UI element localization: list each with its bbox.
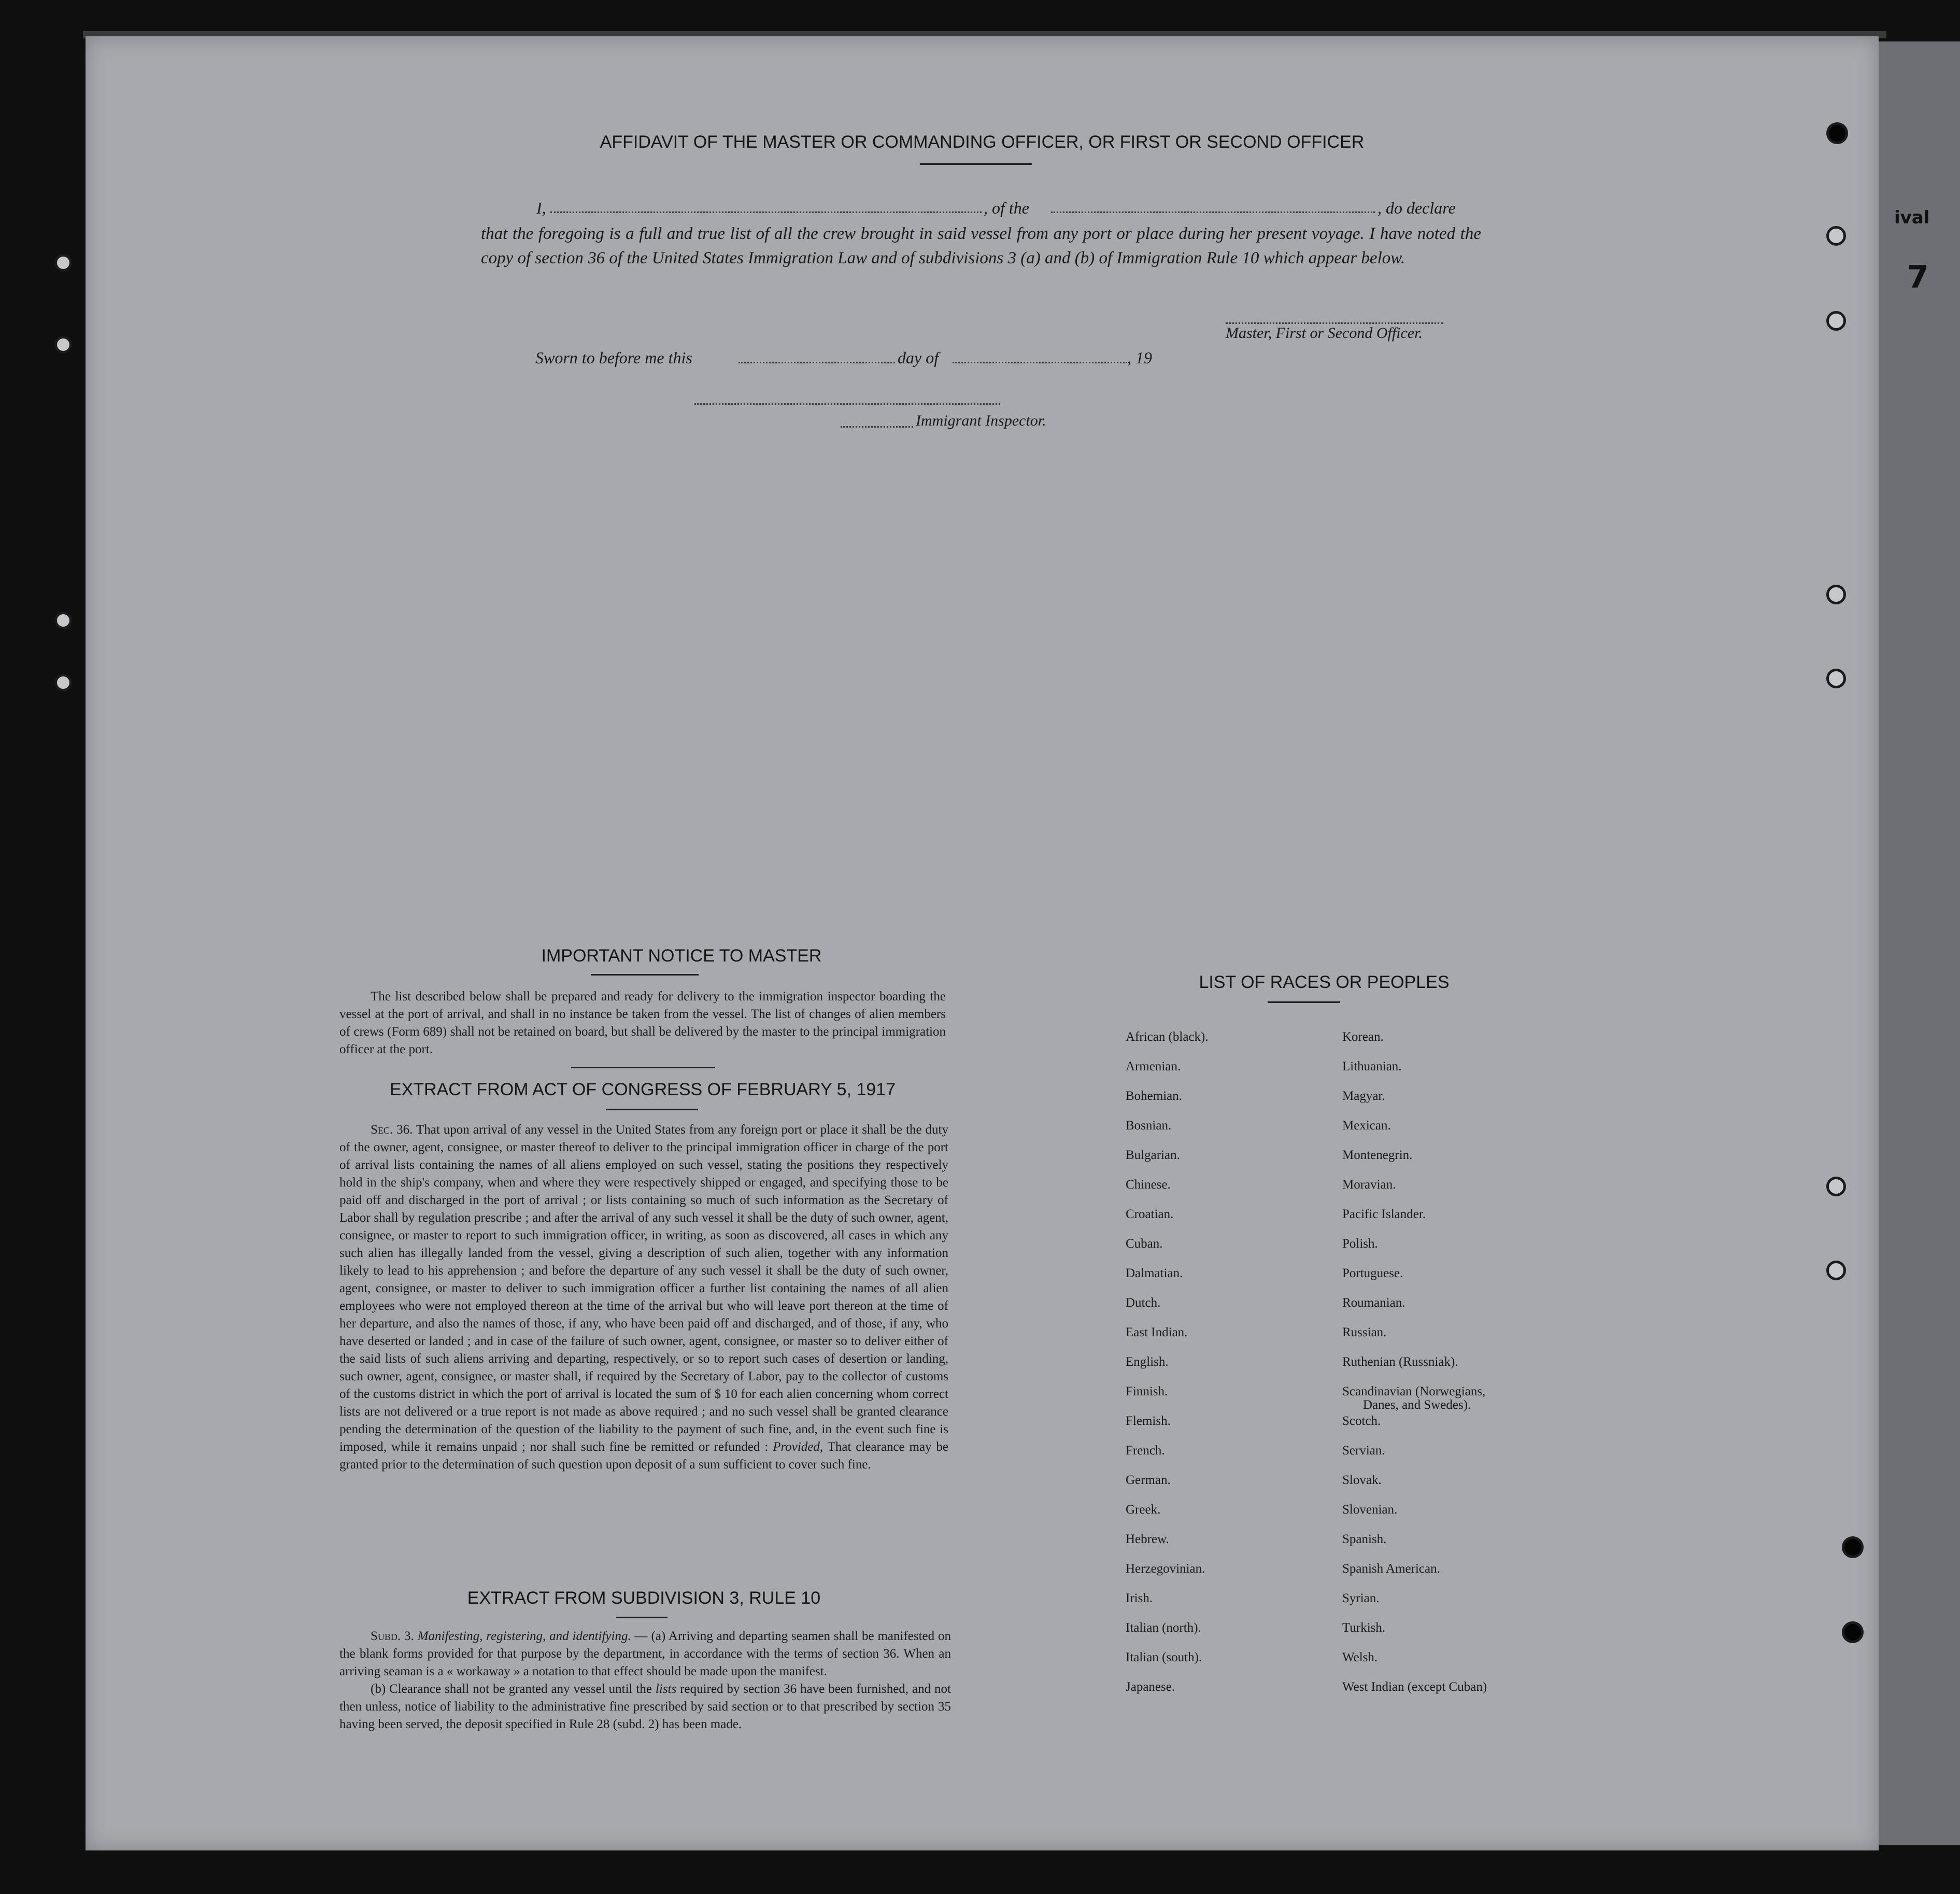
document-sheet <box>86 36 1879 1850</box>
act-body: That upon arrival of any vessel in the United States from any foreign port or place it shall be the duty of the owner, agent, consignee, or master thereof to deliver to the principal immigration officer in charge of the port of arrival lists containing the names of all aliens employed on such vessel, stating the positions they respectively hold in the ship's company, when and where they were respectively shipped or engaged, and specifying those to be paid off and discharged in the port of arrival ; or lists containing so much of such information as the Secretary of Labor shall by regulation prescribe ; and after the arrival of any such vessel it shall be the duty of such owner, agent, consignee, or master to report to such immigration officer, in writing, as soon as discovered, all cases in which any such alien has illegally landed from the vessel, giving a description of such alien, together with any information likely to lead to his apprehension ; and before the departure of any such vessel it shall be the duty of such owner, agent, consignee, or master to deliver to such immigration officer a further list containing the names of all alien employees who were not employed thereon at the time of the arrival but who will leave port thereon at the time of her departure, and also the names of those, if any, who have been paid off and discharged, and of those, if any, who have deserted or landed ; and in case of the failure of such owner, agent, consignee, or master so to deliver either of the said lists of such aliens arriving and departing, respectively, or so to report such cases of desertion or landing, such owner, agent, consignee, or master shall, if required by the Secretary of Labor, pay to the collector of customs of the customs district in which the port of arrival is located the sum of $ 10 for each alien concerning whom correct lists are not delivered or a true report is not made as above required ; and no such vessel shall be granted clearance pending the determination of the question of the liability to the payment of such fine, and, in the event such fine is imposed, while it remains unpaid ; nor shall such fine be remitted or refunded : <box>339 1123 948 1454</box>
punch-hole-right <box>1826 226 1846 246</box>
race-item: Dalmatian. <box>1126 1266 1183 1280</box>
race-item: Russian. <box>1342 1325 1387 1339</box>
provided-word: Provided, <box>773 1440 823 1454</box>
act-body-end: That clearance may be granted prior to the determination of such question upon deposit of a sum sufficient to cover such fine. <box>339 1440 948 1472</box>
race-item: Spanish American. <box>1342 1562 1440 1576</box>
race-item: West Indian (except Cuban) <box>1342 1680 1487 1694</box>
race-item: Greek. <box>1126 1503 1161 1517</box>
race-item: Welsh. <box>1342 1650 1378 1664</box>
race-item: Chinese. <box>1126 1178 1171 1192</box>
race-item: Flemish. <box>1126 1414 1171 1428</box>
race-item: Armenian. <box>1126 1059 1181 1073</box>
punch-hole-left <box>54 674 72 691</box>
race-item: Syrian. <box>1342 1591 1380 1605</box>
sworn-day-of: day of <box>898 348 939 367</box>
edge-fragment-seven: 7 <box>1907 259 1929 295</box>
race-item-continuation: Danes, and Swedes). <box>1363 1398 1471 1412</box>
race-item: Bosnian. <box>1126 1119 1172 1133</box>
punch-hole-right <box>1826 122 1848 144</box>
race-item: Spanish. <box>1342 1532 1387 1546</box>
punch-hole-left <box>54 336 72 354</box>
punch-hole-right <box>1842 1621 1864 1643</box>
race-item: Korean. <box>1342 1030 1384 1044</box>
sworn-year: , 19 <box>1127 348 1152 367</box>
punch-hole-right <box>1826 311 1846 331</box>
race-item: Polish. <box>1342 1237 1378 1251</box>
affidavit-of-the-label: , of the <box>984 199 1029 217</box>
race-item: Irish. <box>1126 1591 1153 1605</box>
race-item: Scotch. <box>1342 1414 1381 1428</box>
para-b-marker: (b) <box>371 1682 386 1696</box>
races-list <box>1126 1029 1592 1703</box>
notice-separator <box>571 1067 715 1068</box>
races-title: LIST OF RACES OR PEOPLES <box>1199 972 1450 992</box>
notice-rule <box>591 974 699 976</box>
race-item: Turkish. <box>1342 1621 1386 1635</box>
punch-hole-left <box>54 254 72 272</box>
sworn-month-blank[interactable] <box>953 362 1127 363</box>
punch-hole-right <box>1826 1261 1846 1280</box>
master-signature-label: Master, First or Second Officer. <box>1226 324 1423 342</box>
affidavit-i-label: I, <box>536 199 546 217</box>
race-item: Bulgarian. <box>1126 1148 1180 1162</box>
act-rule <box>606 1109 698 1110</box>
race-item: Servian. <box>1342 1444 1385 1458</box>
title-rule <box>920 163 1032 165</box>
race-item: Slovenian. <box>1342 1503 1398 1517</box>
race-item: Japanese. <box>1126 1680 1175 1694</box>
affidavit-title: AFFIDAVIT OF THE MASTER OR COMMANDING OFFICER, OR FIRST OR SECOND OFFICER <box>600 132 1365 152</box>
notice-text: The list described below shall be prepared and ready for delivery to the immigration inspector boarding the vessel at the port of arrival, and shall in no instance be taken from the vessel. The list of changes of alien members of crews (Form 689) shall not be retained on board, but shall be delivered by the master to the principal immigration officer at the port. <box>339 990 946 1056</box>
race-item: East Indian. <box>1126 1325 1188 1339</box>
vessel-blank[interactable] <box>1051 211 1375 213</box>
act-title: EXTRACT FROM ACT OF CONGRESS OF FEBRUARY 5, 1917 <box>389 1080 896 1099</box>
subd-italic: Manifesting, registering, and identifying. <box>417 1629 631 1643</box>
notice-title: IMPORTANT NOTICE TO MASTER <box>541 946 822 966</box>
punch-hole-right <box>1826 669 1846 688</box>
inspector-signature-blank[interactable] <box>694 403 1000 405</box>
race-item: Bohemian. <box>1126 1089 1183 1103</box>
race-item: Roumanian. <box>1342 1296 1405 1310</box>
race-item: African (black). <box>1126 1030 1209 1044</box>
race-item: Hebrew. <box>1126 1532 1169 1546</box>
section-36-label: Sec. 36. <box>371 1123 413 1137</box>
sworn-prefix: Sworn to before me this <box>535 348 692 367</box>
edge-fragment-ival: ival <box>1894 207 1930 228</box>
race-item: Italian (south). <box>1126 1650 1202 1664</box>
punch-hole-right <box>1826 1177 1846 1196</box>
race-item: German. <box>1126 1473 1171 1487</box>
race-item: English. <box>1126 1355 1169 1369</box>
race-item: Mexican. <box>1342 1119 1391 1133</box>
race-item: Moravian. <box>1342 1178 1396 1192</box>
sworn-day-blank[interactable] <box>738 362 895 363</box>
race-item: Ruthenian (Russniak). <box>1342 1355 1458 1369</box>
para-a-marker: — (a) <box>634 1629 666 1643</box>
race-item: Magyar. <box>1342 1089 1385 1103</box>
race-item: Finnish. <box>1126 1384 1168 1398</box>
para-b-text-2: required by section 36 have been furnished, and not then unless, notice of liability to the administrative fine prescribed by said section or to that prescribed by section 35 having been served, the deposit specified in Rule 28 (subd. 2) has been made. <box>339 1682 951 1731</box>
para-b-lists: lists <box>655 1682 677 1696</box>
para-a-text: Arriving and departing seamen shall be manifested on the blank forms provided for that purpose by the department, in accordance with the terms of section 36. When an arriving seaman is a « workaway » a notation to that effect should be made upon the manifest. <box>339 1629 951 1678</box>
affidavit-body: that the foregoing is a full and true list of all the crew brought in said vessel from any port or place during her present voyage. I have noted the copy of section 36 of the United States Immigration Law and of subdivisions 3 (a) and (b) of Immigration Rule 10 which appear below. <box>481 224 1481 267</box>
race-item: Pacific Islander. <box>1342 1207 1426 1221</box>
master-signature-blank[interactable] <box>1226 322 1443 324</box>
name-blank[interactable] <box>550 211 982 213</box>
race-item: French. <box>1126 1444 1165 1458</box>
subd-label: Subd. 3. <box>371 1629 414 1643</box>
para-b-text-1: Clearance shall not be granted any vessel until the <box>389 1682 652 1696</box>
race-item: Italian (north). <box>1126 1621 1201 1635</box>
affidavit-declare-label: , do declare <box>1377 199 1456 217</box>
race-item: Slovak. <box>1342 1473 1382 1487</box>
race-item: Croatian. <box>1126 1207 1174 1221</box>
race-item: Lithuanian. <box>1342 1059 1402 1073</box>
races-rule <box>1268 1001 1340 1003</box>
act-text <box>339 1121 948 1474</box>
race-item: Dutch. <box>1126 1296 1161 1310</box>
race-item: Montenegrin. <box>1342 1148 1413 1162</box>
rule10-text <box>339 1628 951 1733</box>
punch-hole-right <box>1826 585 1846 604</box>
race-item: Portuguese. <box>1342 1266 1403 1280</box>
race-item: Herzegovinian. <box>1126 1562 1205 1576</box>
inspector-label: Immigrant Inspector. <box>916 412 1046 429</box>
race-item: Scandinavian (Norwegians, <box>1342 1384 1486 1398</box>
punch-hole-right <box>1842 1536 1864 1558</box>
inspector-dotted-lead <box>841 426 913 428</box>
punch-hole-left <box>54 612 72 629</box>
rule10-rule <box>616 1617 667 1618</box>
rule10-title: EXTRACT FROM SUBDIVISION 3, RULE 10 <box>467 1588 821 1608</box>
race-item: Cuban. <box>1126 1237 1163 1251</box>
